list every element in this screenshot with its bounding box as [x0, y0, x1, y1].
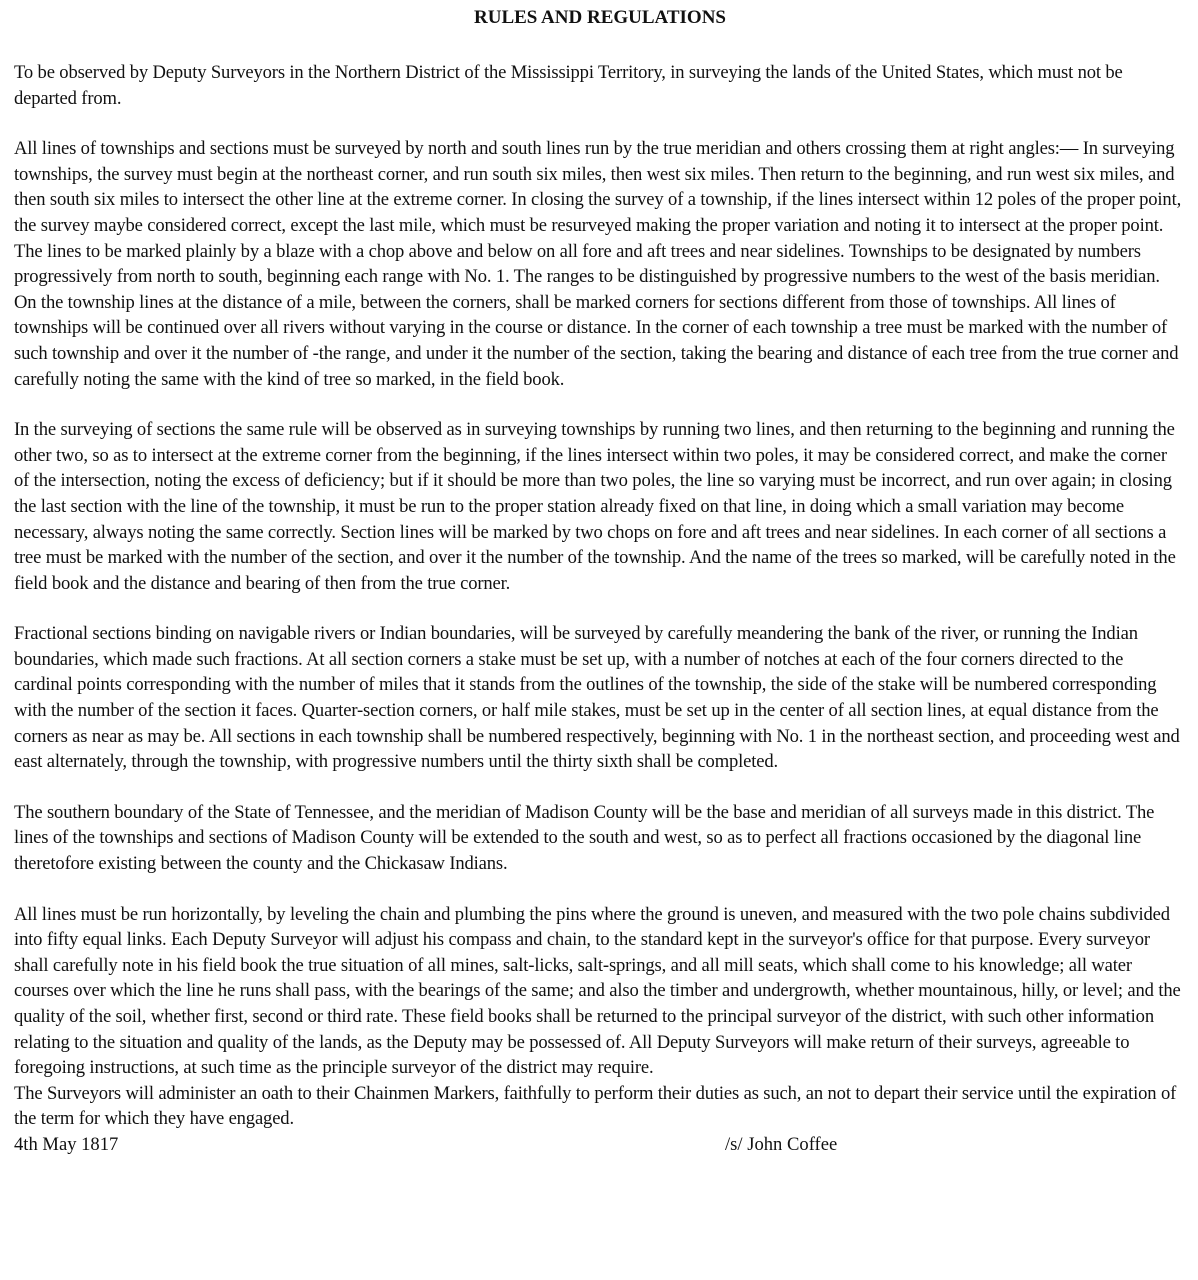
sections-paragraph: In the surveying of sections the same rule will be observed as in surveying townships by running two lines, and then returning to the beginning and running the other two, so as to intersect at the extreme corner from the beginning, if the lines intersect within two poles, it may be considered correct, and make the corner of the intersection, noting the excess of deficiency; but if it should be more than two poles, the line so varying must be incorrect, and run over again; in closing the last section with the line of the township, it must be run to the proper station already fixed on that line, in doing which a small variation may become necessary, always noting the same correctly. Section lines will be marked by two chops on fore and aft trees and near sidelines. In each corner of all sections a tree must be marked with the number of the section, and over it the number of the township. And the name of the trees so marked, will be carefully noted in the field book and the distance and bearing of then from the true corner.: [14, 419, 1176, 594]
document-title: RULES AND REGULATIONS: [474, 7, 726, 28]
townships-paragraph: All lines of townships and sections must be surveyed by north and south lines run by the true meridian and others crossing them at right angles:— In surveying townships, the survey must begin at the northeast corner, and run south six miles, then west six miles. Then return to the beginning, and run west six miles, and then south six miles to intersect the other line at the extreme corner. In closing the survey of a township, if the lines intersect within 12 poles of the proper point, the survey maybe considered correct, except the last mile, which must be resurveyed making the proper variation and noting it to intersect at the proper point. The lines to be marked plainly by a blaze with a chop above and below on all fore and aft trees and near sidelines. Townships to be designated by numbers progressively from north to south, beginning each range with No. 1. The ranges to be distinguished by progressive numbers to the west of the basis meridian. On the township lines at the distance of a mile, between the corners, shall be marked corners for sections different from those of townships. All lines of townships will be continued over all rivers without varying in the course or distance. In the corner of each township a tree must be marked with the number of such township and over it the number of -the range, and under it the number of the section, taking the bearing and distance of each tree from the true corner and carefully noting the same with the kind of tree so marked, in the field book.: [14, 138, 1182, 390]
oath-paragraph: The Surveyors will administer an oath to their Chainmen Markers, faithfully to perform their duties as such, an not to depart their service until the expiration of the term for which they have engaged.: [14, 1082, 1177, 1130]
signature: /s/ John Coffee: [725, 1133, 838, 1155]
fractional-sections-paragraph: Fractional sections binding on navigable rivers or Indian boundaries, will be surveyed by carefully meandering the bank of the river, or running the Indian boundaries, which made such fractions. At all section corners a stake must be set up, with a number of notches at each of the four corners directed to the cardinal points corresponding with the number of miles that it stands from the outlines of the township, the side of the stake will be numbered corresponding with the number of the section it faces. Quarter-section corners, or half mile stakes, must be set up in the center of all section lines, at equal distance from the corners as near as may be. All sections in each township shall be numbered respectively, beginning with No. 1 in the northeast section, and proceeding west and east alternately, through the township, with progressive numbers until the thirty sixth shall be completed.: [14, 623, 1180, 773]
measurement-paragraph: All lines must be run horizontally, by leveling the chain and plumbing the pins where the ground is uneven, and measured with the two pole chains subdivided into fifty equal links. Each Deputy Surveyor will adjust his compass and chain, to the standard kept in the surveyor's office for that purpose. Every surveyor shall carefully note in his field book the true situation of all mines, salt-licks, salt-springs, and all mill seats, which shall come to his knowledge; all water courses over which the line he runs shall pass, with the bearings of the same; and also the timber and undergrowth, whether mountainous, hilly, or level; and the quality of the soil, whether first, second or third rate. These field books shall be returned to the principal surveyor of the district, with such other information relating to the situation and quality of the lands, as the Deputy may be possessed of. All Deputy Surveyors will make return of their surveys, agreeable to foregoing instructions, at such time as the principle surveyor of the district may require.: [14, 903, 1181, 1079]
base-meridian-paragraph: The southern boundary of the State of Tennessee, and the meridian of Madison County will be the base and meridian of all surveys made in this district. The lines of the townships and sections of Madison County will be extended to the south and west, so as to perfect all fractions occasioned by the diagonal line theretofore existing between the county and the Chickasaw Indians.: [14, 801, 1155, 875]
document-footer: [14, 1132, 1186, 1158]
document-date: 4th May 1817: [14, 1133, 119, 1155]
intro-paragraph: To be observed by Deputy Surveyors in the Northern District of the Mississippi Territory, in surveying the lands of the United States, which must not be departed from.: [14, 62, 1123, 109]
